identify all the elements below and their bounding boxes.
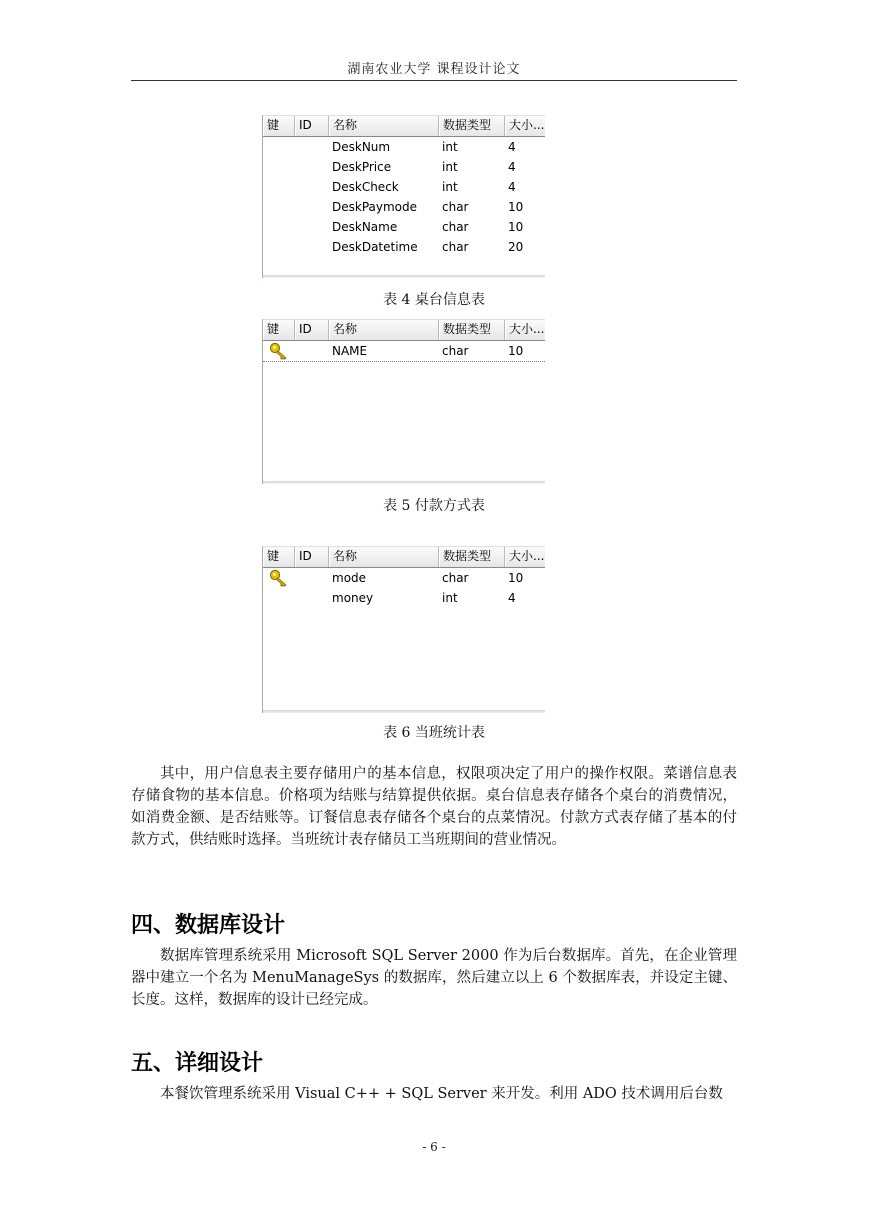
body-paragraph: 数据库管理系统采用 Microsoft SQL Server 2000 作为后台数据库。首先，在企业管理器中建立一个名为 MenuManageSys 的数据库，然后建立以上 6 个数据库表，并设定主键、长度。这样，数据库的设计已经完成。 — [131, 948, 737, 1008]
grid-bottom-edge — [263, 481, 545, 484]
body-paragraph: 其中，用户信息表主要存储用户的基本信息，权限项决定了用户的操作权限。菜谱信息表存储食物的基本信息。价格项为结账与结算提供依据。桌台信息表存储各个桌台的消费情况，如消费金额、是否结账等。订餐信息表存储各个桌台的点菜情况。付款方式表存储了基本的付款方式，供结账时选择。当班统计表存储员工当班期间的营业情况。 — [131, 766, 737, 848]
key-cell — [263, 217, 295, 237]
id-cell — [295, 197, 329, 217]
section-heading: 五、详细设计 — [131, 1051, 264, 1076]
table-row — [263, 588, 545, 608]
field-type: char — [442, 344, 469, 358]
page-number: - 6 - — [422, 1140, 446, 1154]
table-caption: 表 4 桌台信息表 — [383, 292, 485, 308]
page-header: 湖南农业大学 课程设计论文 — [347, 62, 521, 77]
col-name: 名称 — [329, 116, 439, 136]
id-cell — [295, 588, 329, 608]
table-screenshot-desk-info — [262, 115, 545, 278]
key-cell — [263, 197, 295, 217]
col-key: 键 — [263, 547, 295, 567]
key-cell — [263, 588, 295, 608]
grid-bottom-edge — [263, 275, 545, 278]
col-type: 数据类型 — [439, 547, 505, 567]
col-id: ID — [295, 116, 329, 136]
field-name: mode — [332, 571, 367, 585]
table-header — [263, 116, 545, 137]
table-row — [263, 197, 545, 217]
col-name: 名称 — [329, 547, 439, 567]
id-cell — [295, 137, 329, 157]
table-row — [263, 137, 545, 157]
table-row — [263, 157, 545, 177]
id-cell — [295, 568, 329, 588]
col-key: 键 — [263, 116, 295, 136]
id-cell — [295, 157, 329, 177]
field-size: 4 — [508, 160, 516, 174]
id-cell — [295, 217, 329, 237]
col-size: 大小... — [505, 547, 545, 567]
col-size: 大小... — [505, 320, 545, 340]
key-icon — [269, 342, 289, 360]
field-size: 10 — [508, 200, 524, 214]
field-type: int — [442, 180, 458, 194]
grid-bottom-edge — [263, 710, 545, 713]
field-type: char — [442, 200, 469, 214]
key-cell — [263, 137, 295, 157]
table-row — [263, 341, 545, 362]
key-cell — [263, 177, 295, 197]
col-name: 名称 — [329, 320, 439, 340]
col-id: ID — [295, 547, 329, 567]
field-type: int — [442, 591, 458, 605]
table-row — [263, 177, 545, 197]
col-type: 数据类型 — [439, 320, 505, 340]
field-type: int — [442, 140, 458, 154]
id-cell — [295, 237, 329, 257]
field-size: 4 — [508, 140, 516, 154]
table-row — [263, 568, 545, 588]
table-caption: 表 6 当班统计表 — [383, 725, 485, 741]
field-name: money — [332, 591, 374, 605]
key-cell — [263, 237, 295, 257]
field-size: 4 — [508, 591, 516, 605]
col-size: 大小... — [505, 116, 545, 136]
field-name: DeskName — [332, 220, 398, 234]
table-screenshot-payment-method — [262, 319, 545, 484]
field-size: 10 — [508, 220, 524, 234]
key-cell — [263, 157, 295, 177]
table-header — [263, 547, 545, 568]
field-size: 4 — [508, 180, 516, 194]
field-type: char — [442, 571, 469, 585]
field-size: 20 — [508, 240, 524, 254]
key-cell — [263, 568, 295, 588]
field-name: DeskDatetime — [332, 240, 418, 254]
table-screenshot-shift-stats — [262, 546, 545, 713]
field-name: NAME — [332, 344, 368, 358]
table-row — [263, 217, 545, 237]
field-type: char — [442, 220, 469, 234]
field-size: 10 — [508, 344, 524, 358]
field-name: DeskNum — [332, 140, 391, 154]
id-cell — [295, 341, 329, 361]
col-key: 键 — [263, 320, 295, 340]
field-name: DeskCheck — [332, 180, 399, 194]
field-type: char — [442, 240, 469, 254]
col-id: ID — [295, 320, 329, 340]
field-name: DeskPaymode — [332, 200, 418, 214]
col-type: 数据类型 — [439, 116, 505, 136]
id-cell — [295, 177, 329, 197]
section-heading: 四、数据库设计 — [131, 913, 286, 938]
field-size: 10 — [508, 571, 524, 585]
table-caption: 表 5 付款方式表 — [383, 498, 485, 514]
key-cell — [263, 341, 295, 361]
table-header — [263, 320, 545, 341]
body-paragraph: 本餐饮管理系统采用 Visual C++ + SQL Server 来开发。利用 ADO 技术调用后台数 — [160, 1086, 723, 1102]
header-rule — [131, 80, 737, 81]
field-name: DeskPrice — [332, 160, 392, 174]
table-row — [263, 237, 545, 257]
field-type: int — [442, 160, 458, 174]
key-icon — [269, 569, 289, 587]
